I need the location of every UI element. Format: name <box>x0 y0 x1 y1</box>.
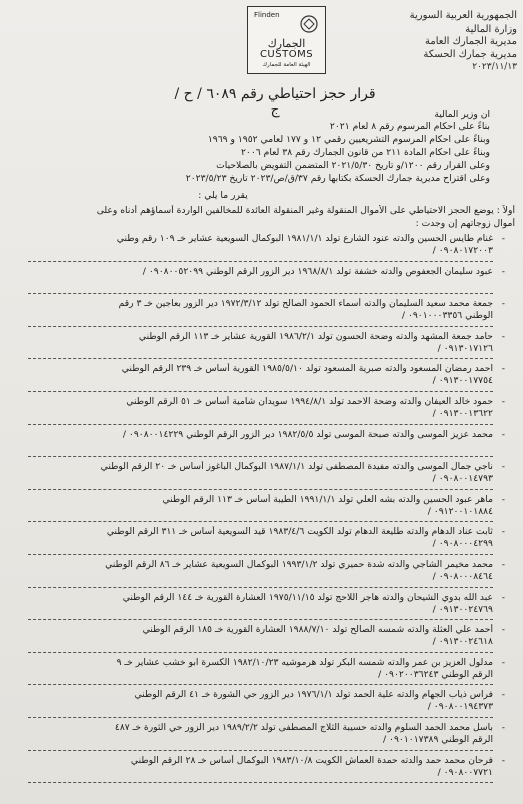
person-line-2: الرقم الوطني ٠٩٠١٠١٧٣٨٩ / <box>383 734 493 745</box>
person-line-1: ناجي جمال الموسى والدته مفيدة المصطفى تولد ١٩٨٧/١/١ البوكمال الباغوز أساس خـ ٢٠ الرقم الوطني <box>100 461 493 473</box>
entry-separator <box>28 489 493 490</box>
logo-arabic-name: الجمارك <box>267 37 306 50</box>
person-line-1: فراس ذياب الجهام والدته علية الحمد تولد ١٩٧٦/١/١ دير الزور حي الشورة خـ ٤١ الرقم الوطني <box>134 689 493 701</box>
person-entry <box>33 656 505 681</box>
logo-sub-text: الهيئة العامة للجمارك <box>262 62 311 68</box>
bullet-dash: - <box>501 592 505 603</box>
entry-separator <box>28 521 493 522</box>
logo-english-name: CUSTOMS <box>259 49 314 60</box>
customs-logo <box>247 6 326 74</box>
entry-separator <box>28 358 493 359</box>
entry-separator <box>28 587 493 588</box>
person-line-1: حمود خالد العيفان والدته وضحة الاحمد تولد ١٩٩٤/٨/١ سويدان شامية أساس خـ ٥١ الرقم الوطني <box>126 396 493 407</box>
person-entry <box>33 754 505 779</box>
entry-separator <box>28 391 493 392</box>
entry-separator <box>28 652 493 653</box>
person-entry <box>33 689 505 713</box>
entry-separator <box>28 424 493 425</box>
entry-separator <box>28 456 493 457</box>
person-entry <box>33 396 505 420</box>
person-line-1: حامد جمعة المشهد والدته وضحة الحسون تولد ١٩٨٦/٢/١ القورية عشاير خـ ١١٣ الرقم الوطني <box>138 330 493 342</box>
bullet-dash: - <box>501 625 505 636</box>
preamble-line: ان وزير المالية <box>434 109 490 120</box>
person-entry <box>33 624 505 648</box>
person-entry <box>33 363 505 387</box>
entry-separator <box>28 750 493 751</box>
preamble-line: وبناءً على احكام المرسوم التشريعيين رقمي ١٢ و ١٧٧ لعامي ١٩٥٢ و ١٩٦٩ <box>207 134 490 145</box>
bullet-dash: - <box>501 364 505 375</box>
person-line-1: ماهر عبود الحسين والدته بشه العلي تولد ١٩٩١/١/١ الطيبة أساس خـ ١١٣ الرقم الوطني <box>162 493 493 505</box>
person-entry <box>33 298 505 322</box>
person-line-2: ٠٩٠٨٠٠٠٤٢٩٩ / <box>432 538 493 550</box>
person-entry <box>33 493 505 518</box>
person-line-2: ٠٩٠٨٠٠٧٧٢١ / <box>437 766 493 778</box>
person-line-2: الوطني ٠٩٠١٠٠٠٣٣٥٦ / <box>401 310 493 322</box>
person-line-2: ٠٩٠٨٠١٧٢٠٠٣ / <box>432 245 493 256</box>
header-date: ٢٠٢٣/١١/١٣ <box>472 62 517 72</box>
bullet-dash: - <box>501 527 505 538</box>
person-line-2: ٠٩١٣٠٠٢٤٦١٨ / <box>432 636 493 648</box>
bullet-dash: - <box>501 397 505 407</box>
article-first: أولاً : يوضع الحجز الاحتياطي على الأموال المنقولة وغير المنقولة العائدة للمخالفين الواردة أسماؤهم أدناه وعلى <box>96 205 515 216</box>
bullet-dash: - <box>501 723 505 733</box>
bullet-dash: - <box>501 560 505 570</box>
person-line-1: أحمد علي العثلة والدته شمسه الصالح تولد ١٩٨٨/٧/١٠ العشارة القورية خـ ١٨٥ الرقم الوطني <box>142 624 493 636</box>
person-line-2: ٠٩١٢٠٠١٠١٨٨٤ / <box>427 505 493 517</box>
entry-separator <box>28 261 493 262</box>
header-line: مديرية الجمارك العامة <box>424 36 517 47</box>
entry-separator <box>28 619 493 620</box>
person-entry <box>33 265 505 278</box>
entry-separator <box>28 782 493 783</box>
person-entry <box>33 591 505 616</box>
person-line-1: احمد رمضان المسعود والدته صبرية المسعود تولد ١٩٨٥/٥/١٠ القورية أساس خـ ٢٣٩ الرقم الوطني <box>121 363 493 375</box>
person-line-2: ٠٩٠٨٠٠١٩٤٣٧٣ / <box>427 701 493 713</box>
preamble-line: بناءً على احكام المرسوم رقم ٨ لعام ٢٠٢١ <box>329 121 490 132</box>
person-line-2: الرقم الوطني ٠٩٠٢٠٠٣٦٢٤٣ / <box>378 668 493 680</box>
person-line-2: ٠٩٠٨٠٠١٤٧٩٣ / <box>432 473 493 485</box>
bullet-dash: - <box>501 429 505 440</box>
preamble-line: وعلى اقتراح مديرية جمارك الحسكة بكتابها رقم ٣٧/ق/ص/٢٠٢٣ تاريخ ٢٠٢٣/٥/٢٣ <box>185 173 490 184</box>
person-line-1: محمد مخيمر الشاجي والدته شدة حميري تولد ١٩٩٣/١/٢ البوكمال السويعية عشاير خـ ٨٦ الرقم الوطني <box>105 559 493 570</box>
person-line-1: ثابت عناد الدهام والدته طليعة الدهام تولد الكويت ١٩٨٣/٤/٦ قيد السويعية أساس خـ ٣١١ الرقم الوطني <box>106 526 493 538</box>
person-line-1: مدلول العزيز بن عمر والدته شمسه البكر تولد هرموشيه ١٩٨٢/١٠/٢٣ الكسرة ابو خشب عشاير خـ ٩ <box>116 656 493 668</box>
person-line-1: عبود سليمان الجعفوص والدته خشفة تولد ١٩٦٨/٨/١ دير الزور الرقم الوطني ٠٩٠٨٠٠٥٢٠٩٩ / <box>142 265 493 277</box>
preamble-line: وعلى القرار رقم ١٢٠٠/و تاريخ ٢٠٢١/٥/٣٠ المتضمن التفويض بالصلاحيات <box>216 160 490 171</box>
entry-separator <box>28 326 493 327</box>
person-line-1: غنام طايس الحسين والدته عنود الشارع تولد ١٩٨١/١/١ البوكمال السويعية عشاير خـ ١٠٩ رقم وطني <box>116 233 493 244</box>
bullet-dash: - <box>501 462 505 473</box>
preamble-line: وبناءً على احكام المادة ٢١١ من قانون الجمارك رقم ٣٨ لعام ٢٠٠٦ <box>240 147 490 158</box>
header-line: مديرية جمارك الحسكة <box>423 49 517 60</box>
person-entry <box>33 559 505 583</box>
entry-separator <box>28 717 493 718</box>
bullet-dash: - <box>501 299 505 310</box>
article-first-cont: أموال زوجاتهم إن وجدت : <box>415 218 515 229</box>
bullet-dash: - <box>501 755 505 766</box>
person-entry <box>33 461 505 485</box>
logo-top-text: Flinden <box>254 11 280 19</box>
person-entry <box>33 526 505 550</box>
bullet-dash: - <box>501 657 505 668</box>
decision-title: قرار حجز احتياطي رقم ٦٠٨٩ / ح / ج <box>174 86 376 118</box>
entry-separator <box>28 293 493 294</box>
person-line-1: فرحان محمد حمد والدته حمدة العماش الكويت ١٩٨٣/١٠/٨ البوكمال أساس خـ ٢٨ الرقم الوطني <box>130 754 493 766</box>
bullet-dash: - <box>501 234 505 244</box>
person-line-2: ٠٩١٣٠١٧١٢٦ / <box>437 342 493 354</box>
person-line-1: جمعة محمد سعيد السليمان والدته أسماء الحمود الصالح تولد ١٩٧٢/٣/١٢ دير الزور بعاجين خـ ٣ رقم <box>118 298 493 310</box>
entry-separator <box>28 554 493 555</box>
person-line-1: عبد الله بدوي الشيحان والدته هاجر اللاحج تولد ١٩٧٥/١١/١٥ العشارة القورية خـ ١٤٤ الرقم الوطني <box>122 591 493 603</box>
bullet-dash: - <box>501 331 505 342</box>
person-line-1: باسل محمد الحمد السلوم والدته حسيبة الثلاج المصطفى تولد ١٩٨٩/٢/٢ دير الزور حي الثورة خـ ٤٨٧ <box>114 722 493 733</box>
person-line-2: ٠٩٠٨٠٠٠٨٤٦٤ / <box>432 571 493 582</box>
bullet-dash: - <box>501 266 505 277</box>
bullet-dash: - <box>501 494 505 505</box>
bullet-dash: - <box>501 690 505 701</box>
person-line-2: ٠٩١٣٠٠٢٤٧٦٩ / <box>432 603 493 615</box>
person-entry <box>33 428 505 441</box>
header-line: وزارة المالية <box>465 24 517 35</box>
person-entry <box>33 233 505 257</box>
person-entry <box>33 330 505 355</box>
entry-separator <box>28 684 493 685</box>
customs-emblem-icon <box>298 14 320 34</box>
header-line: الجمهورية العربية السورية <box>409 10 517 21</box>
person-line-2: ٠٩١٣٠٠١٧٧٥٤ / <box>432 375 493 387</box>
person-entry <box>33 722 505 746</box>
person-line-1: محمد عزيز الموسى والدته صبحة الموسى تولد ١٩٨٢/٥/٥ دير الزور الرقم الوطني ٠٩٠٨٠٠١٤٢٢٩ / <box>122 428 493 440</box>
decides-heading: يقرر ما يلي : <box>198 190 248 201</box>
person-line-2: ٠٩١٣٠٠١٣٦٢٢ / <box>432 408 493 419</box>
